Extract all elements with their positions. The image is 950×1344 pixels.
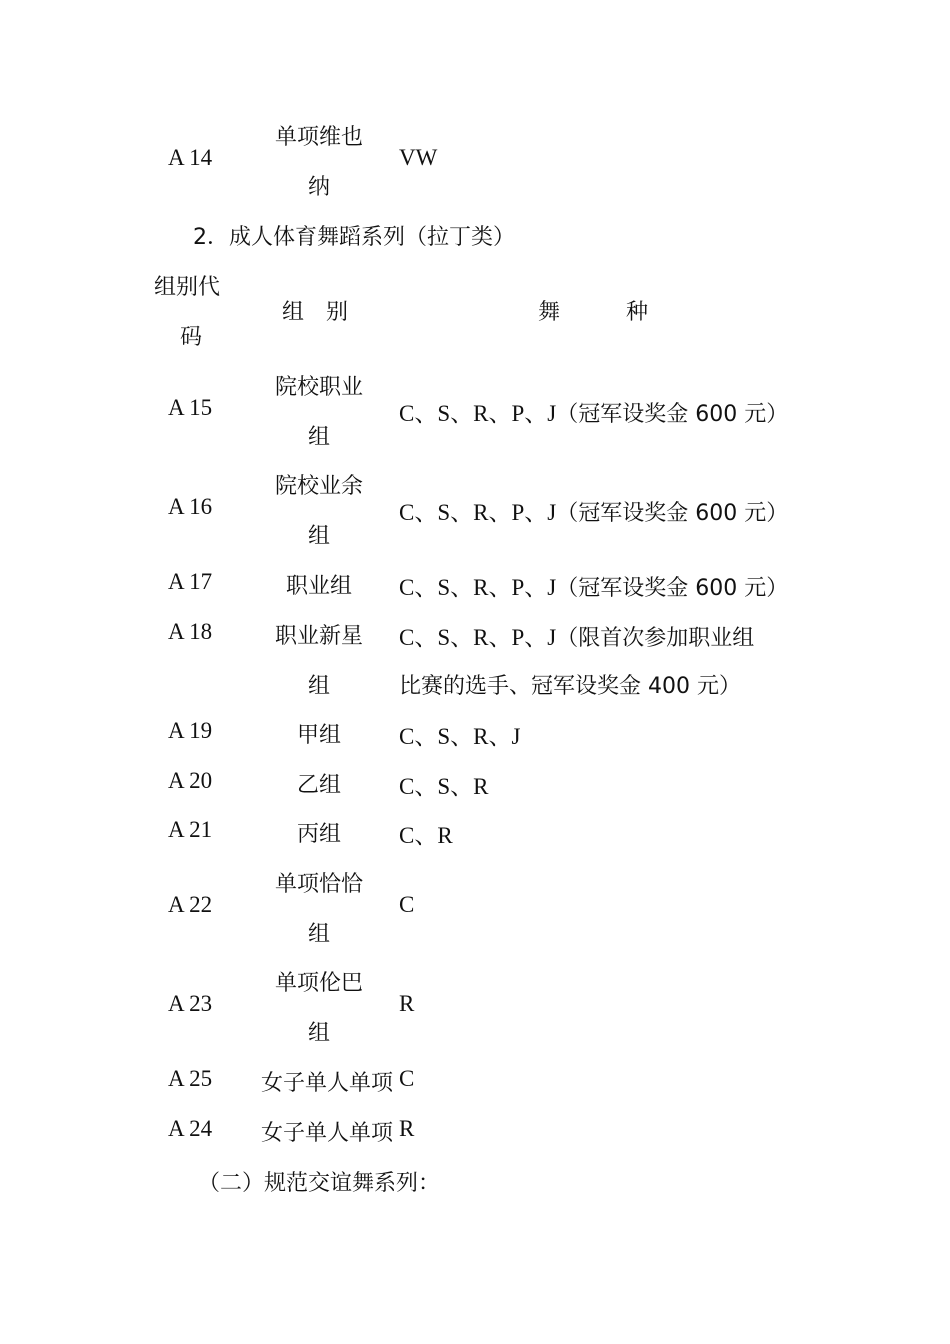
group-code-a20: A 20 xyxy=(168,768,213,793)
dance-a14: VW xyxy=(399,145,438,170)
header-code-line2: 码 xyxy=(180,325,203,350)
group-name-a23-line1: 单项伦巴 xyxy=(274,971,363,996)
group-code-a15: A 15 xyxy=(168,395,213,420)
dance-note-a17: （冠军设奖金 600 元） xyxy=(556,576,789,601)
group-name-a14-line1: 单项维也 xyxy=(274,125,363,150)
group-name-a22-line2: 组 xyxy=(307,922,330,947)
dance-a18 xyxy=(399,619,754,652)
group-name-a20: 乙组 xyxy=(296,773,341,798)
dance-a22: C xyxy=(399,892,415,917)
group-name-a22-line1: 单项恰恰 xyxy=(274,872,363,897)
group-name-a15-line2: 组 xyxy=(307,425,330,450)
dance-a16 xyxy=(399,494,788,527)
section-heading-standard: （二）规范交谊舞系列： xyxy=(198,1171,441,1196)
header-dance: 舞 种 xyxy=(538,300,649,325)
dance-note-a15: （冠军设奖金 600 元） xyxy=(556,402,789,427)
group-name-a14-line2: 纳 xyxy=(307,175,330,200)
dance-a19: C、S、R、J xyxy=(399,724,521,749)
group-name-a19: 甲组 xyxy=(296,723,341,748)
dance-a20: C、S、R xyxy=(399,774,489,799)
group-name-a16-line2: 组 xyxy=(307,524,330,549)
group-code-a24: A 24 xyxy=(168,1116,213,1141)
dance-letters-a15: C、S、R、P、J xyxy=(399,401,557,426)
dance-a24: R xyxy=(399,1116,415,1141)
group-code-a23: A 23 xyxy=(168,991,213,1016)
group-name-a16-line1: 院校业余 xyxy=(274,474,363,499)
group-name-a15-line1: 院校职业 xyxy=(274,375,363,400)
group-code-a16: A 16 xyxy=(168,494,213,519)
group-name-a23-line2: 组 xyxy=(307,1021,330,1046)
group-name-a17: 职业组 xyxy=(285,574,352,599)
dance-note-a16: （冠军设奖金 600 元） xyxy=(556,501,789,526)
dance-a21: C、R xyxy=(399,823,453,848)
dance-letters-a17: C、S、R、P、J xyxy=(399,575,557,600)
dance-a17 xyxy=(399,569,788,602)
group-code-a19: A 19 xyxy=(168,718,213,743)
header-group: 组 别 xyxy=(282,300,349,325)
group-name-a18-line2: 组 xyxy=(307,674,330,699)
group-code-a18: A 18 xyxy=(168,619,213,644)
section-heading-latin: 2．成人体育舞蹈系列（拉丁类） xyxy=(193,225,515,250)
dance-a23: R xyxy=(399,991,415,1016)
group-code-a14: A 14 xyxy=(168,145,213,170)
dance-a18-line2: 比赛的选手、冠军设奖金 400 元） xyxy=(399,674,741,699)
group-code-a17: A 17 xyxy=(168,569,213,594)
dance-letters-a18: C、S、R、P、J xyxy=(399,625,557,650)
group-code-a22: A 22 xyxy=(168,892,213,917)
dance-a25: C xyxy=(399,1066,415,1091)
dance-a15 xyxy=(399,395,788,428)
group-name-a25: 女子单人单项 xyxy=(261,1071,394,1096)
group-name-a24: 女子单人单项 xyxy=(261,1121,394,1146)
group-name-a18-line1: 职业新星 xyxy=(274,624,363,649)
group-name-a21: 丙组 xyxy=(296,822,341,847)
group-code-a21: A 21 xyxy=(168,817,213,842)
group-code-a25: A 25 xyxy=(168,1066,213,1091)
header-code-line1: 组别代 xyxy=(154,275,221,300)
dance-note-a18: （限首次参加职业组 xyxy=(556,626,755,651)
dance-letters-a16: C、S、R、P、J xyxy=(399,500,557,525)
